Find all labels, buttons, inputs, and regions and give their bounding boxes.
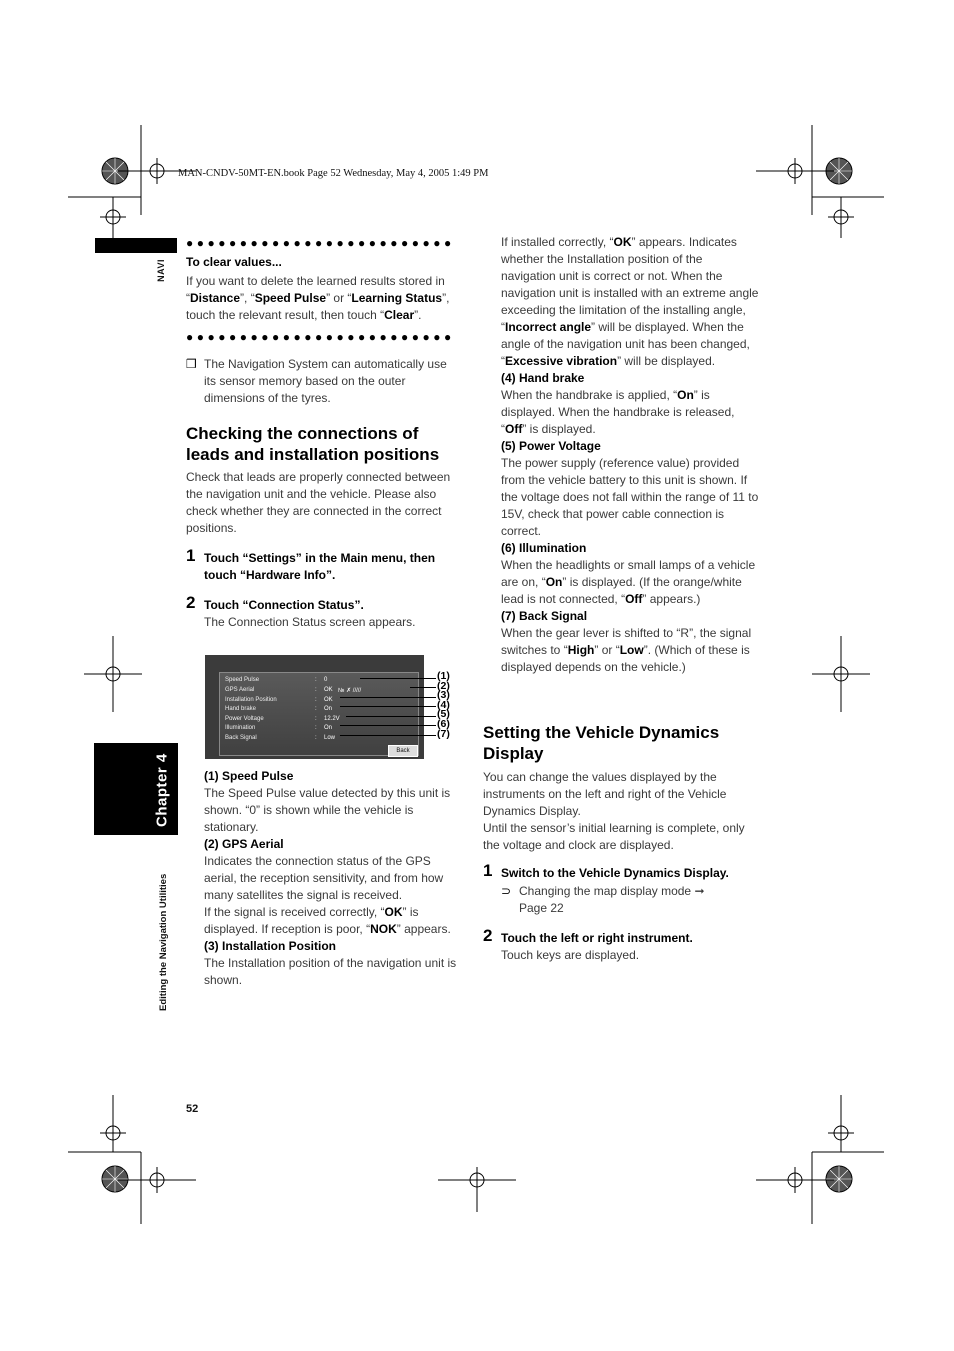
clear-text: If you want to delete the learned results stored in “Distance”, “Speed Pulse” or “Learning Status”, touch the relevant result, then touch “Clear”. — [186, 274, 450, 322]
item-text: If the signal is received correctly, “OK” is displayed. If reception is poor, “NOK” appears. — [204, 905, 451, 936]
callout-leader — [340, 706, 436, 707]
connection-status-screenshot — [205, 655, 424, 759]
step-1 — [186, 547, 462, 584]
step-text: Touch “Connection Status”. — [204, 598, 364, 612]
item-heading: (6) Illumination — [501, 541, 587, 555]
callout-leader — [340, 735, 436, 736]
section-text: You can change the values displayed by the instruments on the left and right of the Vehicle Dynamics Display. — [483, 770, 727, 818]
item-text: The power supply (reference value) provided from the vehicle battery to this unit is shown. If the voltage does not fall within the range of 11 to 15V, check that power cable connection is correct. — [501, 456, 759, 538]
screen-value: OK — [324, 697, 333, 703]
screen-row-label: Power Voltage — [225, 716, 264, 722]
left-column-items — [204, 768, 462, 989]
screen-value: 12.2V — [324, 716, 340, 722]
screen-row-label: Speed Pulse — [225, 677, 260, 683]
callout-label: (4) — [437, 698, 450, 711]
section-text: Until the sensor’s initial learning is complete, only the voltage and clock are displayed. — [483, 821, 745, 852]
step-number: 1 — [186, 546, 196, 565]
step-text: Touch “Settings” in the Main menu, then touch “Hardware Info”. — [204, 551, 436, 582]
right-column — [501, 234, 759, 676]
note-text: The Navigation System can automatically use its sensor memory based on the outer dimensions of the tyres. — [204, 357, 447, 405]
screen-value: On — [324, 706, 333, 712]
screen-row-label: Installation Position — [225, 697, 277, 703]
screen-row-label: GPS Aerial — [225, 687, 255, 693]
item-heading: (3) Installation Position — [204, 939, 337, 953]
item-heading: (4) Hand brake — [501, 371, 585, 385]
callout-label: (5) — [437, 708, 450, 721]
reference-arrow-icon: ⊃ — [501, 884, 512, 898]
item-heading: (5) Power Voltage — [501, 439, 601, 453]
clear-heading: To clear values... — [186, 255, 282, 269]
callout-labels — [437, 672, 450, 739]
note-bullet-icon: ❒ — [186, 357, 197, 371]
dotted-separator: ●●●●●●●●●●●●●●●●●●●●●●●●● — [186, 238, 455, 248]
right-column-section — [483, 722, 759, 964]
callout-label: (2) — [437, 679, 450, 692]
item-text: The Installation position of the navigation unit is shown. — [204, 956, 457, 987]
callout-label: (6) — [437, 717, 450, 730]
step-number: 1 — [483, 861, 493, 880]
reference-link[interactable]: Changing the map display mode ➞ Page 22 — [519, 884, 705, 915]
step-subtext: Touch keys are displayed. — [501, 948, 640, 962]
screen-colon: : — [315, 687, 317, 693]
section-text: Check that leads are properly connected between the navigation unit and the vehicle. Please also check whether they are connected in the correct positions. — [186, 470, 451, 535]
step-2 — [186, 594, 462, 631]
item-heading: (2) GPS Aerial — [204, 837, 284, 851]
step-1 — [483, 862, 759, 917]
callout-leader — [340, 725, 436, 726]
item-text: The Speed Pulse value detected by this unit is shown. “0” is shown while the vehicle is stationary. — [204, 786, 451, 834]
screen-colon: : — [315, 697, 317, 703]
item-text: When the handbrake is applied, “On” is displayed. When the handbrake is released, “Off” is displayed. — [501, 388, 735, 436]
step-subtext: The Connection Status screen appears. — [204, 615, 416, 629]
step-text: Touch the left or right instrument. — [501, 931, 693, 945]
item-heading: (1) Speed Pulse — [204, 769, 294, 783]
screen-colon: : — [315, 725, 317, 731]
step-reference — [501, 883, 729, 917]
file-header: MAN-CNDV-50MT-EN.book Page 52 Wednesday, May 4, 2005 1:49 PM — [178, 168, 489, 179]
item-text: When the headlights or small lamps of a vehicle are on, “On” is displayed. (If the orange/white lead is not connected, “Off” appears.) — [501, 558, 756, 606]
callout-leader — [360, 678, 436, 679]
section-title: Setting the Vehicle Dynamics Display — [483, 723, 720, 763]
item-text: When the gear lever is shifted to “R”, the signal switches to “High” or “Low”. (Which of these is displayed depends on the vehicle.) — [501, 626, 752, 674]
note — [186, 356, 462, 407]
callout-leader — [346, 716, 436, 717]
item-text: Indicates the connection status of the GPS aerial, the reception sensitivity, and from how many satellites the signal is received. — [204, 854, 444, 902]
section-side-label: Editing the Navigation Utilities — [158, 873, 169, 1011]
back-button[interactable]: Back — [388, 745, 418, 757]
step-number: 2 — [483, 926, 493, 945]
gps-satellite-indicator: № ✗ ///// — [338, 688, 362, 694]
step-2 — [483, 927, 759, 964]
chapter-label: Chapter 4 — [153, 753, 171, 827]
dotted-separator: ●●●●●●●●●●●●●●●●●●●●●●●●● — [186, 332, 455, 342]
callout-label: (3) — [437, 689, 450, 702]
navi-bar — [95, 238, 177, 253]
screen-value: Low — [324, 735, 336, 741]
callout-leader — [410, 687, 436, 688]
callout-label: (1) — [437, 670, 450, 682]
screen-value: On — [324, 725, 333, 731]
screen-colon: : — [315, 706, 317, 712]
screen-colon: : — [315, 677, 317, 683]
screen-colon: : — [315, 716, 317, 722]
step-number: 2 — [186, 593, 196, 612]
screen-row-label: Back Signal — [225, 735, 257, 741]
screen-row-label: Hand brake — [225, 706, 257, 712]
navi-label: NAVI — [156, 259, 166, 282]
screen-row-label: Illumination — [225, 725, 256, 731]
left-column — [186, 238, 462, 631]
screen-value: OK — [324, 687, 333, 693]
callout-label: (7) — [437, 727, 450, 740]
page-number: 52 — [186, 1103, 199, 1115]
item-text: If installed correctly, “OK” appears. Indicates whether the Installation position of the navigation unit is correct or not. When the navigation unit is installed with an extreme angle exceeding the limitation of the installing angle, “Incorrect angle” will be displayed. When the angle of the navigation unit has been changed, “Excessive vibration” will be displayed. — [501, 235, 759, 368]
callout-leader — [340, 697, 436, 698]
item-heading: (7) Back Signal — [501, 609, 588, 623]
section-title: Checking the connections of leads and installation positions — [186, 424, 440, 464]
screen-colon: : — [315, 735, 317, 741]
screen-value: 0 — [324, 677, 328, 683]
step-text: Switch to the Vehicle Dynamics Display. — [501, 866, 729, 880]
